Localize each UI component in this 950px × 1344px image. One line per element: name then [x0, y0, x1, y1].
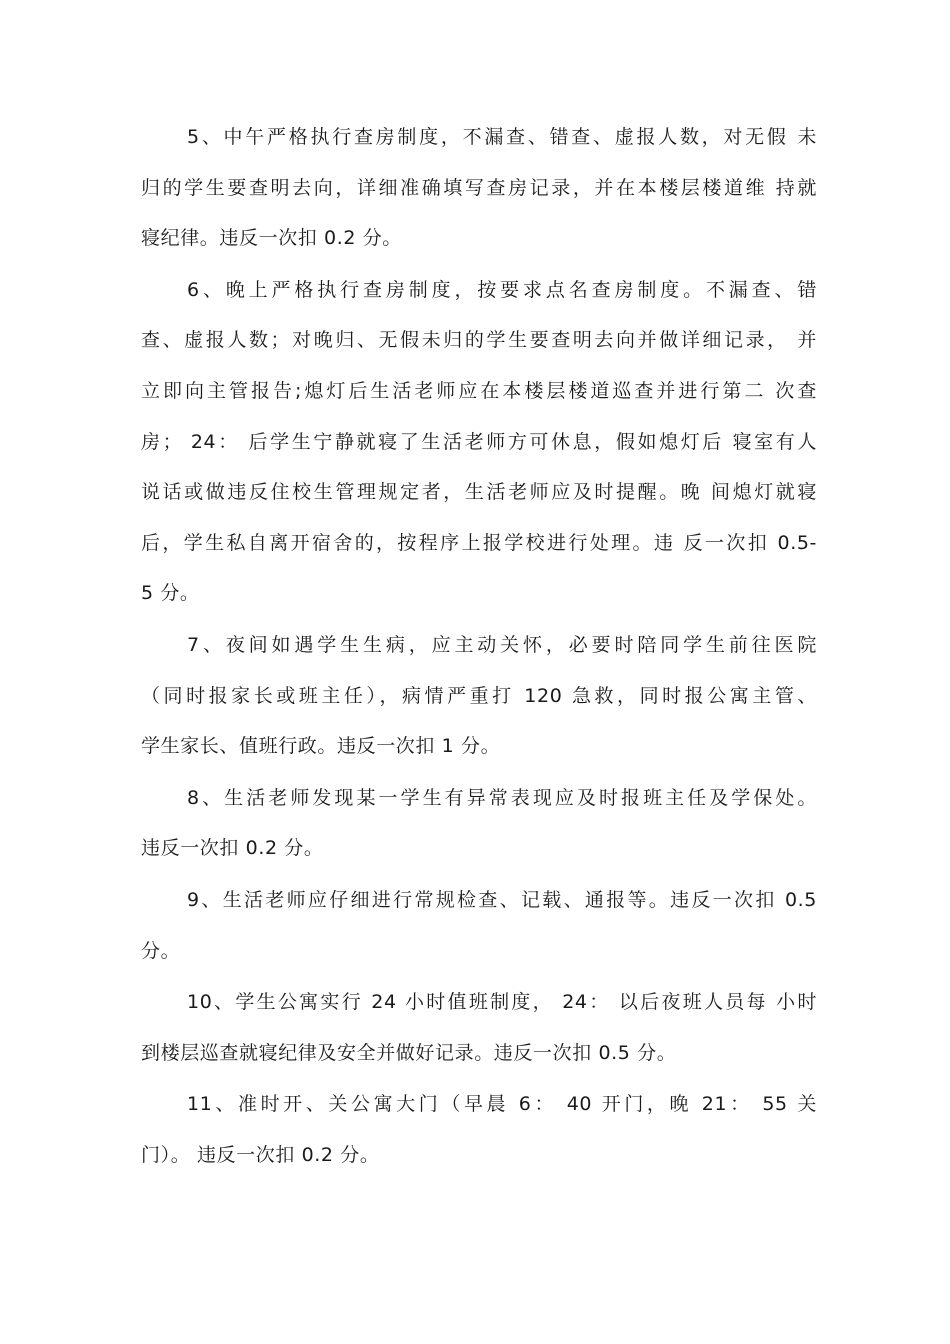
- paragraph-rule-8: [141, 773, 817, 874]
- paragraph-line: 门）。 违反一次扣 0.2 分。: [141, 1143, 380, 1166]
- paragraph-line: 9、生活老师应仔细进行常规检查、记载、通报等。违反一次扣 0.5: [187, 888, 817, 911]
- paragraph-line: 说话或做违反住校生管理规定者，生活老师应及时提醒。晚 间熄灯就寝: [141, 481, 817, 504]
- paragraph-line: 学生家长、值班行政。违反一次扣 1 分。: [141, 735, 501, 758]
- paragraph-line: 7、夜间如遇学生生病，应主动关怀，必要时陪同学生前往医院: [187, 633, 817, 656]
- paragraph-line: 11、准时开、关公寓大门（早晨 6： 40 开门，晚 21： 55 关: [187, 1093, 817, 1116]
- paragraph-line: 6、晚上严格执行查房制度，按要求点名查房制度。不漏查、错: [187, 278, 817, 301]
- paragraph-line: 到楼层巡查就寝纪律及安全并做好记录。违反一次扣 0.5 分。: [141, 1041, 677, 1064]
- paragraph-line: （同时报家长或班主任），病情严重打 120 急救，同时报公寓主管、: [141, 684, 817, 707]
- document-body: [141, 112, 817, 1181]
- paragraph-rule-9: [141, 875, 817, 976]
- paragraph-line: 查、虚报人数；对晚归、无假未归的学生要查明去向并做详细记录， 并: [141, 329, 817, 352]
- paragraph-line: 8、生活老师发现某一学生有异常表现应及时报班主任及学保处。: [187, 786, 817, 809]
- paragraph-line: 10、学生公寓实行 24 小时值班制度， 24： 以后夜班人员每 小时: [187, 991, 817, 1014]
- paragraph-line: 立即向主管报告;熄灯后生活老师应在本楼层楼道巡查并进行第二 次查: [141, 379, 817, 402]
- paragraph-line: 后，学生私自离开宿舍的，按程序上报学校进行处理。违 反一次扣 0.5-: [141, 531, 817, 554]
- paragraph-rule-5: [141, 112, 817, 264]
- paragraph-line: 房； 24： 后学生宁静就寝了生活老师方可休息，假如熄灯后 寝室有人: [141, 430, 817, 453]
- paragraph-rule-7: [141, 620, 817, 772]
- paragraph-rule-11: [141, 1079, 817, 1180]
- paragraph-rule-10: [141, 977, 817, 1078]
- paragraph-line: 5、中午严格执行查房制度，不漏查、错查、虚报人数，对无假 未: [187, 126, 817, 148]
- paragraph-line: 归的学生要查明去向，详细准确填写查房记录，并在本楼层楼道维 持就: [141, 176, 817, 199]
- paragraph-line: 分。: [141, 939, 181, 962]
- paragraph-rule-6: [141, 265, 817, 619]
- paragraph-line: 寝纪律。违反一次扣 0.2 分。: [141, 227, 402, 250]
- paragraph-line: 5 分。: [141, 582, 200, 605]
- paragraph-line: 违反一次扣 0.2 分。: [141, 837, 324, 860]
